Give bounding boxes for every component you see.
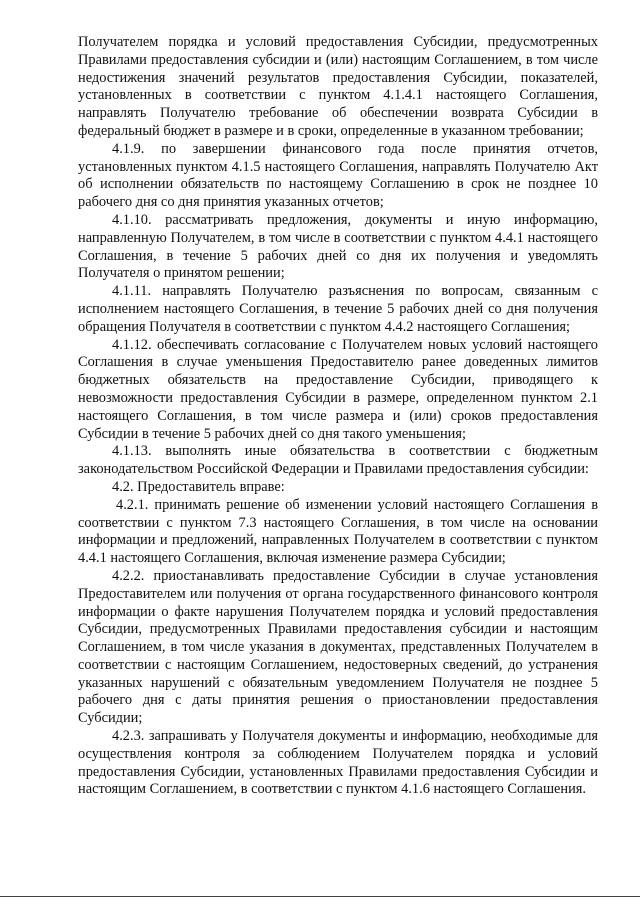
paragraph-4-2-1: 4.2.1. принимать решение об изменении условий настоящего Соглашения в соответствии с пунктом 7.3 настоящего Соглашения, в том числе на основании информации и предложений, направленных Получателем в соответствии с пунктом 4.4.1 настоящего Соглашения, включая изменение размера Субсидии;	[78, 496, 598, 567]
paragraph-4-2-3: 4.2.3. запрашивать у Получателя документы и информацию, необходимые для осуществления контроля за соблюдением Получателем порядка и условий предоставления Субсидии, установленных Правилами предоставления Субсидии и настоящим Соглашением, в соответствии с пунктом 4.1.6 настоящего Соглашения.	[78, 728, 598, 798]
paragraph-continuation: Получателем порядка и условий предоставления Субсидии, предусмотренных Правилами предоставления субсидии и (или) настоящим Соглашением, в том числе недостижения значений результатов предоставления Субсидии, показателей, установленных в соответствии с пунктом 4.1.4.1 настоящего Соглашения, направлять Получателю требование об обеспечении возврата Субсидии в федеральный бюджет в размере и в сроки, определенные в указанном требовании;	[78, 34, 598, 139]
paragraph-4-1-10: 4.1.10. рассматривать предложения, документы и иную информацию, направленную Получателем, в том числе в соответствии с пунктом 4.4.1 настоящего Соглашения, в течение 5 рабочих дней со дня их получения и уведомлять Получателя о принятом решении;	[78, 211, 598, 282]
paragraph-4-2: 4.2. Предоставитель вправе:	[112, 478, 285, 495]
paragraph-4-1-9: 4.1.9. по завершении финансового года после принятия отчетов, установленных пунктом 4.1.5 настоящего Соглашения, направлять Получателю Акт об исполнении обязательств по настоящему Соглашению в срок не позднее 10 рабочего дня со дня принятия указанных отчетов;	[78, 140, 598, 211]
bottom-divider	[0, 896, 640, 897]
paragraph-4-1-12: 4.1.12. обеспечивать согласование с Получателем новых условий настоящего Соглашения в случае уменьшения Предоставителю ранее доведенных лимитов бюджетных обязательств на предоставление Субсидии, приводящего к невозможности предоставления Субсидии в размере, определенном пунктом 2.1 настоящего Соглашения, в том числе размера и (или) сроков предоставления Субсидии в течение 5 рабочих дней со дня такого уменьшения;	[78, 336, 598, 442]
paragraph-4-1-13: 4.1.13. выполнять иные обязательства в соответствии с бюджетным законодательством Российской Федерации и Правилами предоставления субсидии:	[78, 443, 598, 478]
paragraph-4-1-11: 4.1.11. направлять Получателю разъяснения по вопросам, связанным с исполнением настоящего Соглашения, в течение 5 рабочих дней со дня получения обращения Получателя в соответствии с пунктом 4.4.2 настоящего Соглашения;	[78, 283, 598, 335]
paragraph-4-2-2: 4.2.2. приостанавливать предоставление Субсидии в случае установления Предоставителем или получения от органа государственного финансового контроля информации о факте нарушения Получателем порядка и условий предоставления Субсидии, предусмотренных Правилами предоставления субсидии и настоящим Соглашением, в том числе указания в документах, представленных Получателем в соответствии с настоящим Соглашением, недостоверных сведений, до устранения указанных нарушений с обязательным уведомлением Получателя не позднее 5 рабочего дня с даты принятия решения о приостановлении предоставления Субсидии;	[78, 567, 598, 727]
document-page	[78, 34, 598, 799]
